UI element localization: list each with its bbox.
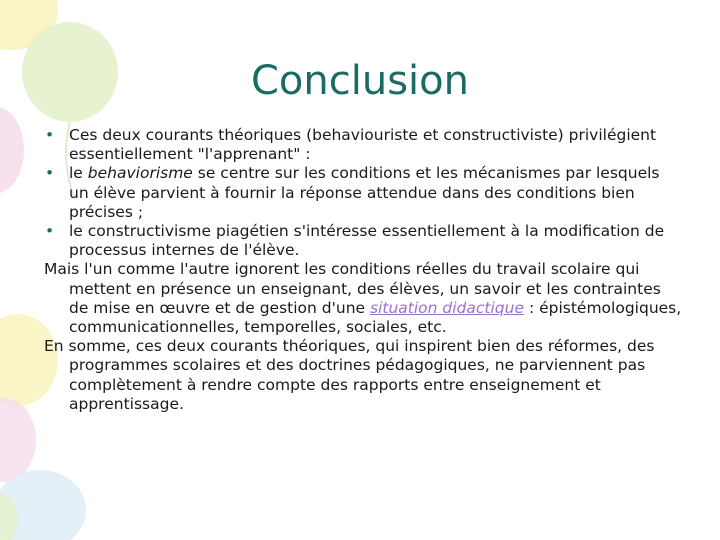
paragraph	[44, 337, 684, 414]
paragraph-text-prefix: Mais l'un comme l'autre ignorent les conditions réelles du travail scolaire qui mettent en présence un enseignant, des élèves, un savoir et les contraintes de mise en œuvre et de gestion d'une	[44, 260, 661, 317]
slide-title: Conclusion	[251, 58, 469, 104]
bullet-text: le constructivisme piagétien s'intéresse essentiellement à la modification de processus internes de l'élève.	[69, 222, 665, 260]
emphasis-term: behaviorisme	[87, 164, 193, 183]
slide-body	[44, 126, 684, 414]
paragraph-text-suffix: : épistémologiques, communicationnelles, temporelles, sociales, etc.	[69, 298, 682, 337]
paragraph-text: En somme, ces deux courants théoriques, qui inspirent bien des réformes, des programmes scolaires et des doctrines pédagogiques, ne parviennent pas complètement à rendre compte des rapports entre enseignement et apprentissage.	[44, 337, 655, 413]
balloon-pink-icon	[0, 106, 24, 194]
balloon-pink-icon	[0, 398, 36, 482]
bullet-text-suffix: se centre sur les conditions et les mécanismes par lesquels un élève parvient à fournir la réponse attendue dans des conditions bien précises ;	[69, 164, 660, 221]
bullet-item	[44, 164, 684, 222]
situation-didactique-link[interactable]: situation didactique	[370, 298, 525, 317]
bullet-text-prefix: le	[69, 164, 88, 183]
paragraph	[44, 260, 684, 337]
bullet-item	[44, 222, 684, 260]
bullet-text: Ces deux courants théoriques (behaviouriste et constructiviste) privilégient essentiellement "l'apprenant" :	[69, 126, 657, 164]
bullet-item	[44, 126, 684, 164]
